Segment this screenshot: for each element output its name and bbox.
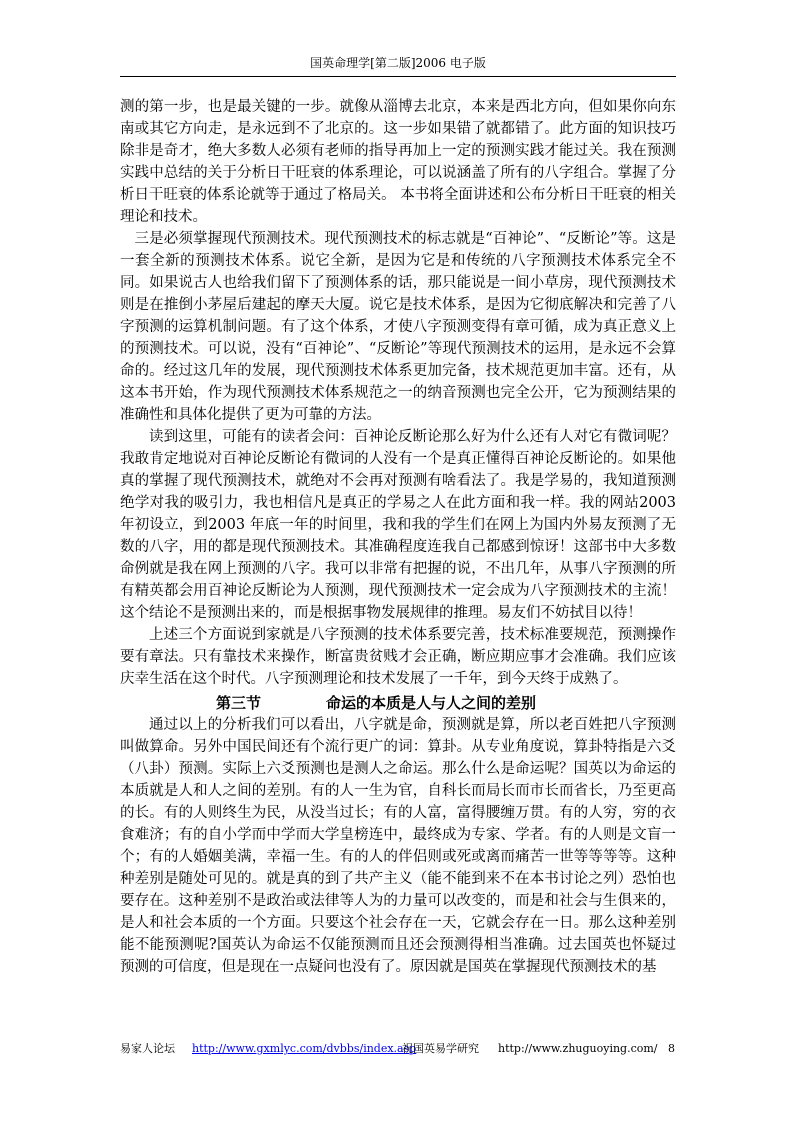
section-paragraph: 通过以上的分析我们可以看出，八字就是命，预测就是算，所以老百姓把八字预测叫做算命。另外中国民间还有个流行更广的词：算卦。从专业角度说，算卦特指是六爻（八卦）预测。实际上六爻预测也是测人之命运。那么什么是命运呢？国英以为命运的本质就是人和人之间的差别。有的人一生为官，自科长而局长而市长而省长，乃至更高的长。有的人则终生为民，从没当过长；有的人富，富得腰缠万贯。有的人穷，穷的衣食难济；有的自小学而中学而大学皇榜连中，最终成为专家、学者。有的人则是文盲一个；有的人婚姻美满，幸福一生。有的人的伴侣则或死或离而痛苦一世等等等等。这种种差别是随处可见的。就是真的到了共产主义（能不能到来不在本书讨论之列）恐怕也要存在。这种差别不是政治或法律等人为的力量可以改变的，而是和社会与生俱来的，是人和社会本质的一个方面。只要这个社会存在一天，它就会存在一日。那么这种差别能不能预测呢?国英认为命运不仅能预测而且还会预测得相当准确。过去国英也怀疑过预测的可信度，但是现在一点疑问也没有了。原因就是国英在掌握现代预测技术的基	[120, 717, 676, 975]
page-footer	[120, 1040, 676, 1058]
footer-forum-link[interactable]: http://www.gxmlyc.com/dvbbs/index.asp	[192, 1042, 417, 1055]
footer-forum-label: 易家人论坛	[120, 1042, 175, 1055]
footer-studio-label: 祝国英易学研究	[402, 1042, 479, 1055]
paragraph-1: 测的第一步，也是最关键的一步。就像从淄博去北京，本来是西北方向，但如果你向东南或其它方向走，是永远到不了北京的。这一步如果错了就都错了。此方面的知识技巧除非是奇才，绝大多数人必须有老师的指导再加上一定的预测实践才能过关。我在预测实践中总结的关于分析日干旺衰的体系理论，可以说涵盖了所有的八字组合。掌握了分析日干旺衰的体系论就等于通过了格局关。 本书将全面讲述和公布分析日干旺衰的相关理论和技术。	[120, 99, 676, 225]
document-body	[120, 96, 676, 978]
section-heading	[120, 692, 676, 714]
section-title: 命运的本质是人与人之间的差别	[326, 694, 537, 712]
section-number: 第三节	[216, 694, 262, 712]
header-title: 国英命理学[第二版]2006 电子版	[310, 56, 486, 70]
paragraph-2: 三是必须掌握现代预测技术。现代预测技术的标志就是“百神论”、“反断论”等。这是一套全新的预测技术体系。说它全新，是因为它是和传统的八字预测技术体系完全不同。如果说古人也给我们留下了预测体系的话，那只能说是一间小草房，现代预测技术则是在推倒小茅屋后建起的摩天大厦。说它是技术体系，是因为它彻底解决和完善了八字预测的运算机制问题。有了这个体系，才使八字预测变得有章可循，成为真正意义上的预测技术。可以说，没有“百神论”、“反断论”等现代预测技术的运用，是永远不会算命的。经过这几年的发展，现代预测技术体系更加完备，技术规范更加丰富。还有，从这本书开始，作为现代预测技术体系规范之一的纳音预测也完全公开，它为预测结果的准确性和具体化提供了更为可靠的方法。	[120, 231, 676, 423]
page-header	[120, 50, 676, 77]
footer-studio-link[interactable]: http://www.zhuguoying.com/	[498, 1042, 658, 1055]
paragraph-4: 上述三个方面说到家就是八字预测的技术体系要完善，技术标准要规范，预测操作要有章法。只有靠技术来操作，断富贵贫贱才会正确，断应期应事才会准确。我们应该庆幸生活在这个时代。八字预测理论和技术发展了一千年，到今天终于成熟了。	[120, 627, 676, 687]
page-number: 8	[668, 1042, 675, 1055]
paragraph-3: 读到这里，可能有的读者会问：百神论反断论那么好为什么还有人对它有微词呢？我敢肯定地说对百神论反断论有微词的人没有一个是真正懂得百神论反断论的。如果他真的掌握了现代预测技术，就绝对不会再对预测有啥看法了。我是学易的，我知道预测绝学对我的吸引力，我也相信凡是真正的学易之人在此方面和我一样。我的网站2003 年初设立，到2003 年底一年的时间里，我和我的学生们在网上为国内外易友预测了无数的八字，用的都是现代预测技术。其准确程度连我自己都感到惊讶！这部书中大多数命例就是我在网上预测的八字。我可以非常有把握的说，不出几年，从事八字预测的所有精英都会用百神论反断论为人预测，现代预测技术一定会成为八字预测技术的主流！这个结论不是预测出来的，而是根据事物发展规律的推理。易友们不妨拭目以待！	[120, 429, 676, 621]
